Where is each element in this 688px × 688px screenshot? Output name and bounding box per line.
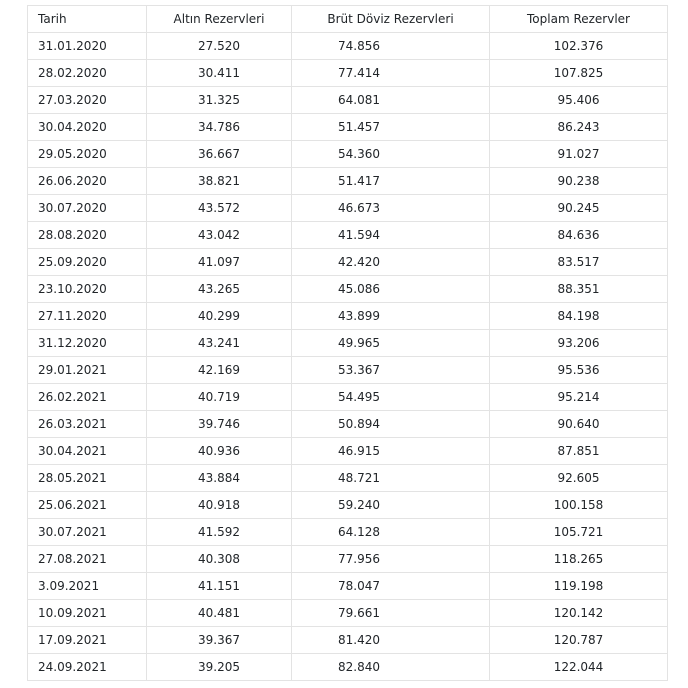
cell-gold-reserves: 27.520 [147, 33, 292, 60]
cell-total-reserves: 88.351 [490, 276, 668, 303]
cell-gross-fx-reserves: 81.420 [292, 627, 490, 654]
header-date: Tarih [28, 6, 147, 33]
cell-date: 27.11.2020 [28, 303, 147, 330]
table-row [28, 465, 668, 492]
cell-date: 25.06.2021 [28, 492, 147, 519]
cell-date: 10.09.2021 [28, 600, 147, 627]
cell-total-reserves: 95.536 [490, 357, 668, 384]
cell-date: 24.09.2021 [28, 654, 147, 681]
cell-date: 26.03.2021 [28, 411, 147, 438]
cell-date: 17.09.2021 [28, 627, 147, 654]
cell-date: 29.05.2020 [28, 141, 147, 168]
table-row [28, 114, 668, 141]
cell-total-reserves: 84.198 [490, 303, 668, 330]
cell-total-reserves: 102.376 [490, 33, 668, 60]
cell-date: 27.03.2020 [28, 87, 147, 114]
cell-gross-fx-reserves: 74.856 [292, 33, 490, 60]
cell-date: 26.06.2020 [28, 168, 147, 195]
reserves-table [27, 5, 668, 681]
table-row [28, 195, 668, 222]
cell-gold-reserves: 38.821 [147, 168, 292, 195]
cell-gold-reserves: 39.746 [147, 411, 292, 438]
cell-gold-reserves: 40.481 [147, 600, 292, 627]
cell-gross-fx-reserves: 79.661 [292, 600, 490, 627]
cell-date: 31.01.2020 [28, 33, 147, 60]
reserves-table-container [27, 5, 667, 681]
cell-total-reserves: 119.198 [490, 573, 668, 600]
table-row [28, 438, 668, 465]
cell-gold-reserves: 39.205 [147, 654, 292, 681]
cell-gold-reserves: 36.667 [147, 141, 292, 168]
table-row [28, 492, 668, 519]
cell-gold-reserves: 43.884 [147, 465, 292, 492]
header-gross-fx-reserves: Brüt Döviz Rezervleri [292, 6, 490, 33]
table-row [28, 411, 668, 438]
cell-date: 28.05.2021 [28, 465, 147, 492]
table-row [28, 573, 668, 600]
cell-gross-fx-reserves: 43.899 [292, 303, 490, 330]
cell-date: 25.09.2020 [28, 249, 147, 276]
cell-total-reserves: 120.787 [490, 627, 668, 654]
cell-gross-fx-reserves: 49.965 [292, 330, 490, 357]
table-row [28, 141, 668, 168]
table-row [28, 519, 668, 546]
cell-gross-fx-reserves: 82.840 [292, 654, 490, 681]
cell-gross-fx-reserves: 53.367 [292, 357, 490, 384]
cell-gold-reserves: 41.097 [147, 249, 292, 276]
cell-total-reserves: 107.825 [490, 60, 668, 87]
cell-gross-fx-reserves: 78.047 [292, 573, 490, 600]
table-row [28, 627, 668, 654]
cell-gross-fx-reserves: 41.594 [292, 222, 490, 249]
cell-total-reserves: 90.238 [490, 168, 668, 195]
cell-gold-reserves: 42.169 [147, 357, 292, 384]
cell-gold-reserves: 40.936 [147, 438, 292, 465]
cell-date: 28.08.2020 [28, 222, 147, 249]
cell-gross-fx-reserves: 48.721 [292, 465, 490, 492]
cell-total-reserves: 93.206 [490, 330, 668, 357]
cell-gross-fx-reserves: 46.915 [292, 438, 490, 465]
table-row [28, 33, 668, 60]
cell-total-reserves: 90.245 [490, 195, 668, 222]
cell-gold-reserves: 43.572 [147, 195, 292, 222]
table-row [28, 654, 668, 681]
cell-total-reserves: 95.214 [490, 384, 668, 411]
table-row [28, 249, 668, 276]
cell-gold-reserves: 30.411 [147, 60, 292, 87]
table-row [28, 60, 668, 87]
table-row [28, 546, 668, 573]
cell-date: 23.10.2020 [28, 276, 147, 303]
cell-gold-reserves: 41.151 [147, 573, 292, 600]
cell-gross-fx-reserves: 42.420 [292, 249, 490, 276]
cell-total-reserves: 118.265 [490, 546, 668, 573]
header-gold-reserves: Altın Rezervleri [147, 6, 292, 33]
cell-total-reserves: 95.406 [490, 87, 668, 114]
cell-total-reserves: 91.027 [490, 141, 668, 168]
cell-gross-fx-reserves: 77.414 [292, 60, 490, 87]
cell-gross-fx-reserves: 45.086 [292, 276, 490, 303]
cell-total-reserves: 83.517 [490, 249, 668, 276]
cell-gross-fx-reserves: 54.360 [292, 141, 490, 168]
table-row [28, 357, 668, 384]
table-body [28, 33, 668, 681]
cell-date: 29.01.2021 [28, 357, 147, 384]
cell-gross-fx-reserves: 54.495 [292, 384, 490, 411]
cell-gross-fx-reserves: 51.457 [292, 114, 490, 141]
cell-gold-reserves: 40.308 [147, 546, 292, 573]
cell-gross-fx-reserves: 64.128 [292, 519, 490, 546]
cell-gold-reserves: 43.241 [147, 330, 292, 357]
cell-date: 30.04.2021 [28, 438, 147, 465]
cell-date: 27.08.2021 [28, 546, 147, 573]
cell-gold-reserves: 43.042 [147, 222, 292, 249]
cell-total-reserves: 84.636 [490, 222, 668, 249]
table-row [28, 600, 668, 627]
cell-total-reserves: 100.158 [490, 492, 668, 519]
cell-gold-reserves: 39.367 [147, 627, 292, 654]
cell-date: 28.02.2020 [28, 60, 147, 87]
table-row [28, 222, 668, 249]
table-row [28, 276, 668, 303]
cell-date: 30.07.2021 [28, 519, 147, 546]
table-header-row [28, 6, 668, 33]
cell-gold-reserves: 41.592 [147, 519, 292, 546]
cell-total-reserves: 90.640 [490, 411, 668, 438]
cell-total-reserves: 105.721 [490, 519, 668, 546]
cell-gross-fx-reserves: 50.894 [292, 411, 490, 438]
cell-date: 30.04.2020 [28, 114, 147, 141]
table-row [28, 384, 668, 411]
cell-total-reserves: 120.142 [490, 600, 668, 627]
cell-gold-reserves: 34.786 [147, 114, 292, 141]
cell-gold-reserves: 40.299 [147, 303, 292, 330]
cell-gross-fx-reserves: 51.417 [292, 168, 490, 195]
cell-gross-fx-reserves: 64.081 [292, 87, 490, 114]
cell-gross-fx-reserves: 77.956 [292, 546, 490, 573]
cell-date: 3.09.2021 [28, 573, 147, 600]
cell-gold-reserves: 40.918 [147, 492, 292, 519]
cell-total-reserves: 122.044 [490, 654, 668, 681]
table-row [28, 303, 668, 330]
table-row [28, 87, 668, 114]
cell-date: 26.02.2021 [28, 384, 147, 411]
cell-total-reserves: 86.243 [490, 114, 668, 141]
cell-gold-reserves: 31.325 [147, 87, 292, 114]
cell-gold-reserves: 40.719 [147, 384, 292, 411]
table-row [28, 330, 668, 357]
cell-gross-fx-reserves: 46.673 [292, 195, 490, 222]
table-row [28, 168, 668, 195]
cell-gold-reserves: 43.265 [147, 276, 292, 303]
cell-date: 30.07.2020 [28, 195, 147, 222]
cell-date: 31.12.2020 [28, 330, 147, 357]
cell-total-reserves: 87.851 [490, 438, 668, 465]
header-total-reserves: Toplam Rezervler [490, 6, 668, 33]
cell-total-reserves: 92.605 [490, 465, 668, 492]
cell-gross-fx-reserves: 59.240 [292, 492, 490, 519]
